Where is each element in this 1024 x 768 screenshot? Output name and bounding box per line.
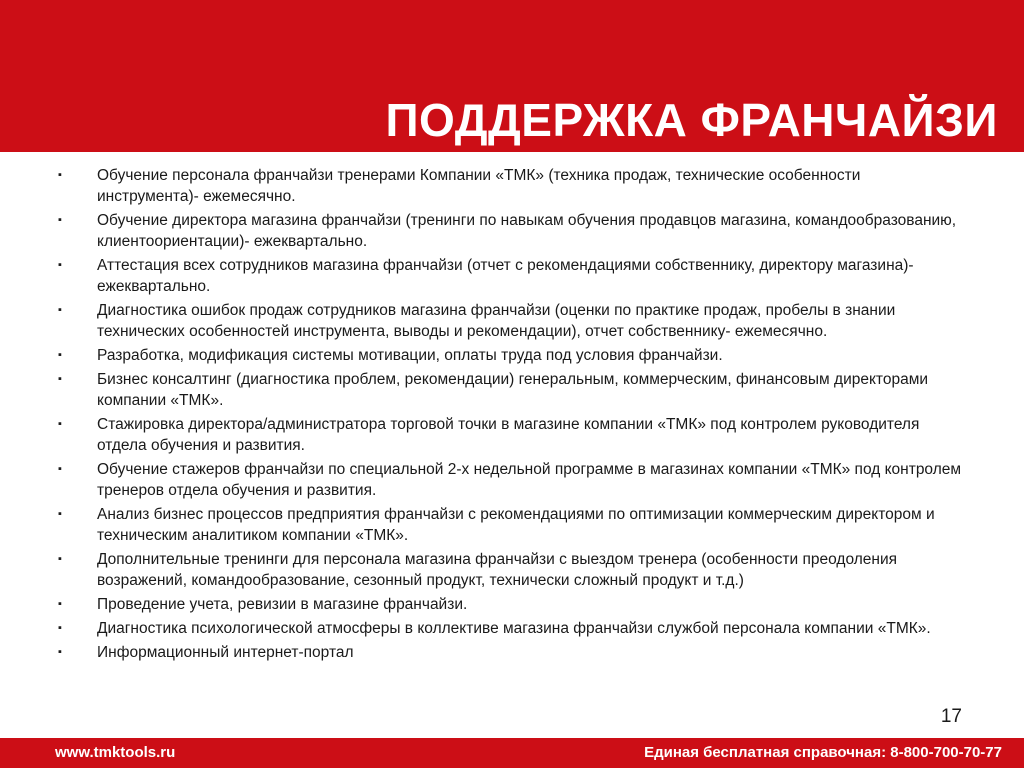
list-item-text: Обучение директора магазина франчайзи (тренинги по навыкам обучения продавцов магазина, командообразованию, клиентоориентации)- ежеквартально.: [97, 212, 957, 250]
list-item: [56, 255, 966, 297]
list-item: [56, 549, 966, 591]
list-item-text: Диагностика психологической атмосферы в коллективе магазина франчайзи службой персонала компании «ТМК».: [97, 620, 931, 637]
list-item-text: Проведение учета, ревизии в магазине франчайзи.: [97, 596, 468, 613]
list-item: [56, 210, 966, 252]
square-bullet-icon: ▪: [58, 349, 62, 361]
list-item: [56, 504, 966, 546]
square-bullet-icon: ▪: [58, 373, 62, 385]
square-bullet-icon: ▪: [58, 553, 62, 565]
list-item-text: Информационный интернет-портал: [97, 644, 354, 661]
footer-website-link[interactable]: www.tmktools.ru: [55, 744, 176, 761]
header-banner: [0, 0, 1024, 152]
list-item-text: Стажировка директора/администратора торговой точки в магазине компании «ТМК» под контролем руководителя отдела обучения и развития.: [97, 416, 920, 454]
list-item: [56, 594, 966, 615]
list-item-text: Диагностика ошибок продаж сотрудников магазина франчайзи (оценки по практике продаж, пробелы в знании технических особенностей инструмента, выводы и рекомендации), отчет собственнику- ежемесячно.: [97, 302, 896, 340]
list-item-text: Разработка, модификация системы мотивации, оплаты труда под условия франчайзи.: [97, 347, 723, 364]
list-item-text: Дополнительные тренинги для персонала магазина франчайзи с выездом тренера (особенности преодоления возражений, командообразование, сезонный продукт, технически сложный продукт и т.д.): [97, 551, 898, 589]
page-title: ПОДДЕРЖКА ФРАНЧАЙЗИ: [385, 94, 998, 146]
list-item-text: Бизнес консалтинг (диагностика проблем, рекомендации) генеральным, коммерческим, финансовым директорами компании «ТМК».: [97, 371, 929, 409]
square-bullet-icon: ▪: [58, 463, 62, 475]
list-item-text: Обучение стажеров франчайзи по специальной 2-х недельной программе в магазинах компании «ТМК» под контролем тренеров отдела обучения и развития.: [97, 461, 962, 499]
list-item: [56, 300, 966, 342]
square-bullet-icon: ▪: [58, 646, 62, 658]
square-bullet-icon: ▪: [58, 622, 62, 634]
list-item: [56, 618, 966, 639]
list-item: [56, 459, 966, 501]
footer-bar: [0, 738, 1024, 768]
list-item: [56, 165, 966, 207]
bullet-list: [56, 165, 966, 663]
content-area: [56, 165, 966, 666]
list-item-text: Анализ бизнес процессов предприятия франчайзи с рекомендациями по оптимизации коммерческим директором и техническим аналитиком компании «ТМК».: [97, 506, 935, 544]
square-bullet-icon: ▪: [58, 508, 62, 520]
list-item: [56, 369, 966, 411]
page-number: 17: [940, 706, 962, 727]
list-item: [56, 642, 966, 663]
square-bullet-icon: ▪: [58, 598, 62, 610]
square-bullet-icon: ▪: [58, 418, 62, 430]
square-bullet-icon: ▪: [58, 214, 62, 226]
list-item-text: Аттестация всех сотрудников магазина франчайзи (отчет с рекомендациями собственнику, директору магазина)- ежеквартально.: [97, 257, 914, 295]
square-bullet-icon: ▪: [58, 259, 62, 271]
square-bullet-icon: ▪: [58, 169, 62, 181]
list-item: [56, 345, 966, 366]
list-item: [56, 414, 966, 456]
list-item-text: Обучение персонала франчайзи тренерами Компании «ТМК» (техника продаж, технические особенности инструмента)- ежемесячно.: [97, 167, 861, 205]
footer-hotline: Единая бесплатная справочная: 8-800-700-70-77: [644, 744, 1002, 761]
square-bullet-icon: ▪: [58, 304, 62, 316]
